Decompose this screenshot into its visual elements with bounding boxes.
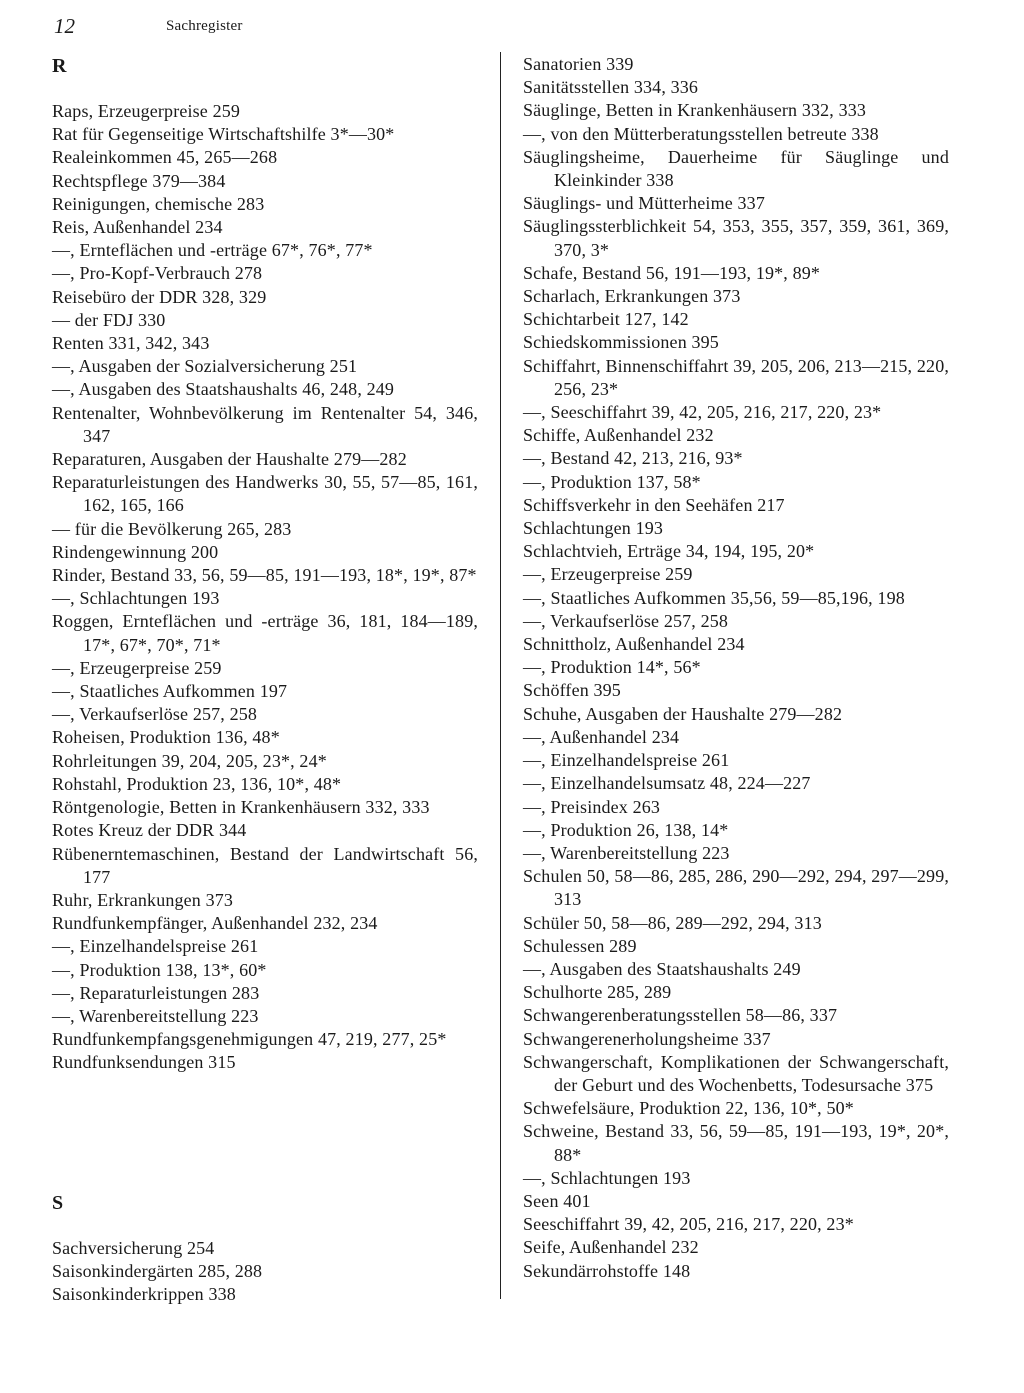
index-entry: Schwangerenerholungsheime 337 [523,1028,771,1049]
index-entry: Sanitätsstellen 334, 336 [523,77,699,98]
index-entry: Schüler 50, 58—86, 289—292, 294, 313 [523,912,822,933]
index-entry: —, von den Mütterberatungsstellen betreute 338 [523,123,879,144]
index-entry: Säuglinge, Betten in Krankenhäusern 332, 333 [523,100,867,121]
index-entry: Realeinkommen 45, 265—268 [52,147,278,168]
index-entry: —, Ausgaben der Sozialversicherung 251 [52,356,358,377]
index-entry: Schöffen 395 [523,680,621,701]
index-entry: Sachversicherung 254 [52,1238,215,1258]
index-entry: Rinder, Bestand 33, 56, 59—85, 191—193, 18*, 19*, 87* [52,565,477,586]
index-entry: —, Produktion 26, 138, 14* [523,819,729,840]
index-entry: Saisonkinderkrippen 338 [52,1284,236,1305]
column-divider [500,52,501,1299]
index-entry: Schiffahrt, Binnenschiffahrt 39, 205, 206, 213—215, 220, 256, 23* [523,355,949,399]
index-entry: —, Staatliches Aufkommen 197 [52,681,288,702]
section-s-entries [52,1237,478,1307]
index-entry: Röntgenologie, Betten in Krankenhäusern 332, 333 [52,797,430,818]
index-entry: Schulen 50, 58—86, 285, 286, 290—292, 294, 297—299, 313 [523,866,949,910]
index-entry: Seife, Außenhandel 232 [523,1237,699,1258]
index-entry: Saisonkindergärten 285, 288 [52,1261,263,1282]
index-entry: —, Einzelhandelspreise 261 [52,936,259,957]
index-entry: Schiedskommissionen 395 [523,332,719,353]
section-r-entries [52,100,478,1075]
section-letter-s: S [52,1192,64,1214]
index-entry: — für die Bevölkerung 265, 283 [52,518,292,539]
index-entry: Schuhe, Ausgaben der Haushalte 279—282 [523,703,843,724]
index-entry: Schwangerschaft, Komplikationen der Schwangerschaft, der Geburt und des Wochenbetts, Todesursache 375 [523,1051,949,1095]
index-entry: Schwangerenberatungsstellen 58—86, 337 [523,1005,838,1026]
index-entry: —, Schlachtungen 193 [52,588,220,609]
index-entry: Säuglings- und Mütterheime 337 [523,193,765,214]
index-entry: — der FDJ 330 [52,309,166,330]
index-entry: Sekundärrohstoffe 148 [523,1260,691,1281]
index-entry: —, Außenhandel 234 [523,726,680,747]
index-entry: Schulhorte 285, 289 [523,982,672,1003]
index-entry: Renten 331, 342, 343 [52,333,210,354]
index-entry: Reinigungen, chemische 283 [52,193,265,214]
index-entry: —, Seeschiffahrt 39, 42, 205, 216, 217, 220, 23* [523,402,882,423]
index-entry: —, Warenbereitstellung 223 [52,1005,259,1026]
index-entry: Schlachtungen 193 [523,518,664,539]
index-entry: Reis, Außenhandel 234 [52,217,223,238]
index-entry: —, Reparaturleistungen 283 [52,982,260,1003]
index-entry: Rundfunkempfangsgenehmigungen 47, 219, 277, 25* [52,1029,447,1050]
index-entry: —, Schlachtungen 193 [523,1167,691,1188]
index-entry: —, Ausgaben des Staatshaushalts 46, 248, 249 [52,379,395,400]
index-entry: Schichtarbeit 127, 142 [523,309,689,330]
index-entry: Schafe, Bestand 56, 191—193, 19*, 89* [523,262,821,283]
index-entry: Raps, Erzeugerpreise 259 [52,101,241,121]
index-entry: Säuglingssterblichkeit 54, 353, 355, 357, 359, 361, 369, 370, 3* [523,216,949,260]
index-entry: Ruhr, Erkrankungen 373 [52,889,234,910]
index-entry: Rechtspflege 379—384 [52,170,226,191]
index-entry: —, Pro-Kopf-Verbrauch 278 [52,263,263,284]
index-entry: Sanatorien 339 [523,54,634,74]
index-entry: —, Produktion 138, 13*, 60* [52,959,267,980]
index-entry: Schiffe, Außenhandel 232 [523,425,714,446]
index-entry: Rentenalter, Wohnbevölkerung im Rentenalter 54, 346, 347 [52,402,478,446]
index-entry: —, Produktion 14*, 56* [523,657,701,678]
index-entry: Rat für Gegenseitige Wirtschaftshilfe 3*—30* [52,124,395,145]
index-entry: —, Ernteflächen und -erträge 67*, 76*, 77* [52,240,373,261]
index-entry: Rundfunksendungen 315 [52,1052,236,1073]
right-column-entries [523,53,949,1283]
index-entry: —, Preisindex 263 [523,796,661,817]
index-entry: —, Bestand 42, 213, 216, 93* [523,448,743,469]
section-letter-r: R [52,55,67,77]
running-title: Sachregister [166,18,243,34]
index-entry: Reparaturen, Ausgaben der Haushalte 279—282 [52,449,407,470]
index-entry: —, Produktion 137, 58* [523,471,701,492]
index-entry: Rundfunkempfänger, Außenhandel 232, 234 [52,913,378,934]
index-entry: Schlachtvieh, Erträge 34, 194, 195, 20* [523,541,815,562]
index-entry: —, Staatliches Aufkommen 35,56, 59—85,196, 198 [523,587,905,608]
index-entry: Schulessen 289 [523,935,637,956]
index-entry: Rotes Kreuz der DDR 344 [52,820,247,841]
index-entry: Schiffsverkehr in den Seehäfen 217 [523,494,785,515]
index-entry: Schwefelsäure, Produktion 22, 136, 10*, 50* [523,1098,854,1119]
index-entry: Seen 401 [523,1190,591,1211]
index-entry: —, Erzeugerpreise 259 [52,657,222,678]
index-entry: Rohrleitungen 39, 204, 205, 23*, 24* [52,750,327,771]
index-entry: —, Warenbereitstellung 223 [523,842,730,863]
index-entry: —, Einzelhandelspreise 261 [523,750,730,771]
index-entry: —, Einzelhandelsumsatz 48, 224—227 [523,773,811,794]
index-entry: Reparaturleistungen des Handwerks 30, 55, 57—85, 161, 162, 165, 166 [52,472,478,516]
index-entry: —, Verkaufserlöse 257, 258 [52,704,258,725]
index-entry: Seeschiffahrt 39, 42, 205, 216, 217, 220, 23* [523,1214,854,1235]
index-entry: Rübenerntemaschinen, Bestand der Landwirtschaft 56, 177 [52,843,478,887]
index-entry: Roggen, Ernteflächen und -erträge 36, 181, 184—189, 17*, 67*, 70*, 71* [52,611,478,655]
index-entry: Rohstahl, Produktion 23, 136, 10*, 48* [52,773,342,794]
index-entry: Reisebüro der DDR 328, 329 [52,286,267,307]
index-entry: —, Verkaufserlöse 257, 258 [523,610,729,631]
index-entry: Schweine, Bestand 33, 56, 59—85, 191—193, 19*, 20*, 88* [523,1121,949,1165]
index-entry: Scharlach, Erkrankungen 373 [523,286,741,307]
index-entry: Roheisen, Produktion 136, 48* [52,727,280,748]
index-entry: —, Ausgaben des Staatshaushalts 249 [523,958,801,979]
index-entry: Säuglingsheime, Dauerheime für Säuglinge und Kleinkinder 338 [523,146,949,191]
index-entry: Rindengewinnung 200 [52,541,219,562]
page-number: 12 [54,14,75,38]
index-entry: —, Erzeugerpreise 259 [523,564,693,585]
index-entry: Schnittholz, Außenhandel 234 [523,634,745,655]
